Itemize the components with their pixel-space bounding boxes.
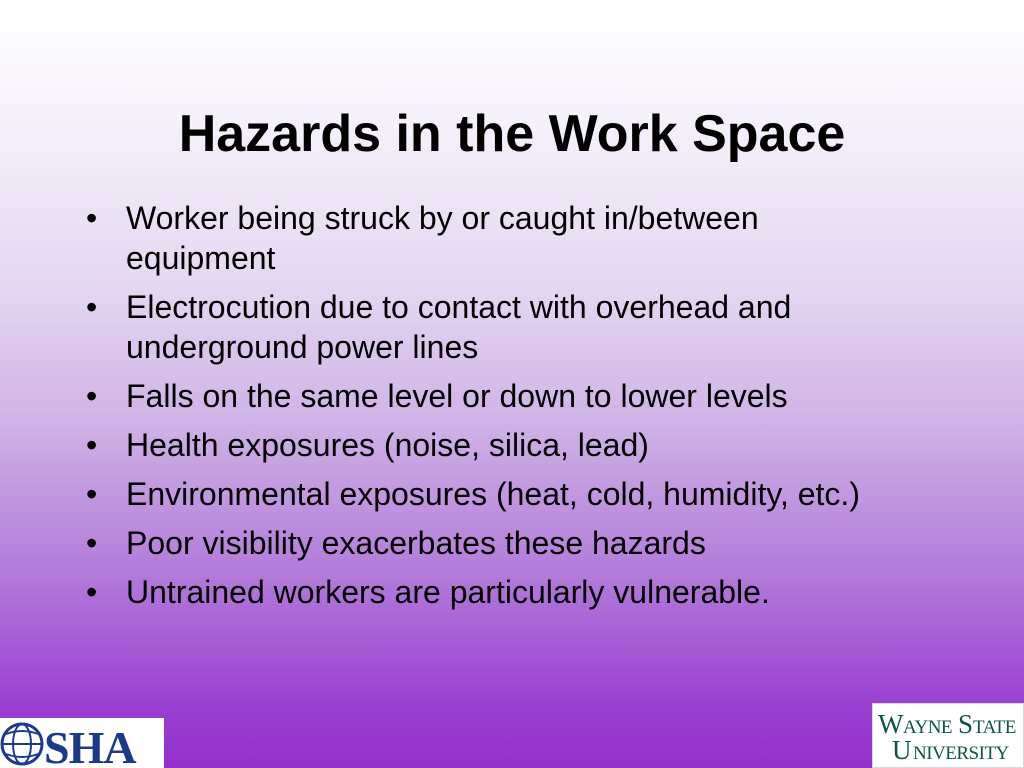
bullet-text: Worker being struck by or caught in/between equipment [126, 200, 759, 276]
wayne-state-logo [872, 703, 1024, 768]
osha-logo [0, 718, 164, 768]
bullet-glyph: • [86, 378, 98, 414]
wayne-state-logo-graphic [873, 704, 1023, 767]
bullet-text: Electrocution due to contact with overhead and underground power lines [126, 289, 792, 365]
bullet-glyph: • [86, 574, 98, 610]
slide-title: Hazards in the Work Space [178, 105, 846, 163]
svg-text:U: U [892, 735, 912, 765]
bullet-item [86, 198, 916, 278]
bullet-text: Health exposures (noise, silica, lead) [126, 427, 649, 463]
bullet-text: Falls on the same level or down to lower levels [126, 378, 788, 414]
svg-text:S: S [958, 709, 974, 739]
svg-text:AYNE: AYNE [903, 717, 953, 738]
bullet-glyph: • [86, 525, 98, 561]
bullet-item [86, 572, 916, 612]
bullet-text: Environmental exposures (heat, cold, humidity, etc.) [126, 476, 860, 512]
bullet-text: Untrained workers are particularly vulnerable. [126, 574, 770, 610]
svg-text:W: W [878, 709, 904, 739]
svg-text:NIVERSITY: NIVERSITY [913, 743, 1009, 764]
bullet-text: Poor visibility exacerbates these hazards [126, 525, 706, 561]
bullet-item [86, 376, 916, 416]
bullet-glyph: • [86, 200, 98, 236]
bullet-item [86, 425, 916, 465]
bullet-glyph: • [86, 427, 98, 463]
svg-text:TATE: TATE [973, 717, 1016, 738]
bullet-glyph: • [86, 289, 98, 325]
bullet-list [86, 198, 916, 621]
bullet-item [86, 523, 916, 563]
osha-logo-graphic [0, 718, 164, 768]
svg-text:SHA: SHA [44, 722, 136, 768]
bullet-item [86, 474, 916, 514]
bullet-glyph: • [86, 476, 98, 512]
bullet-item [86, 287, 916, 367]
